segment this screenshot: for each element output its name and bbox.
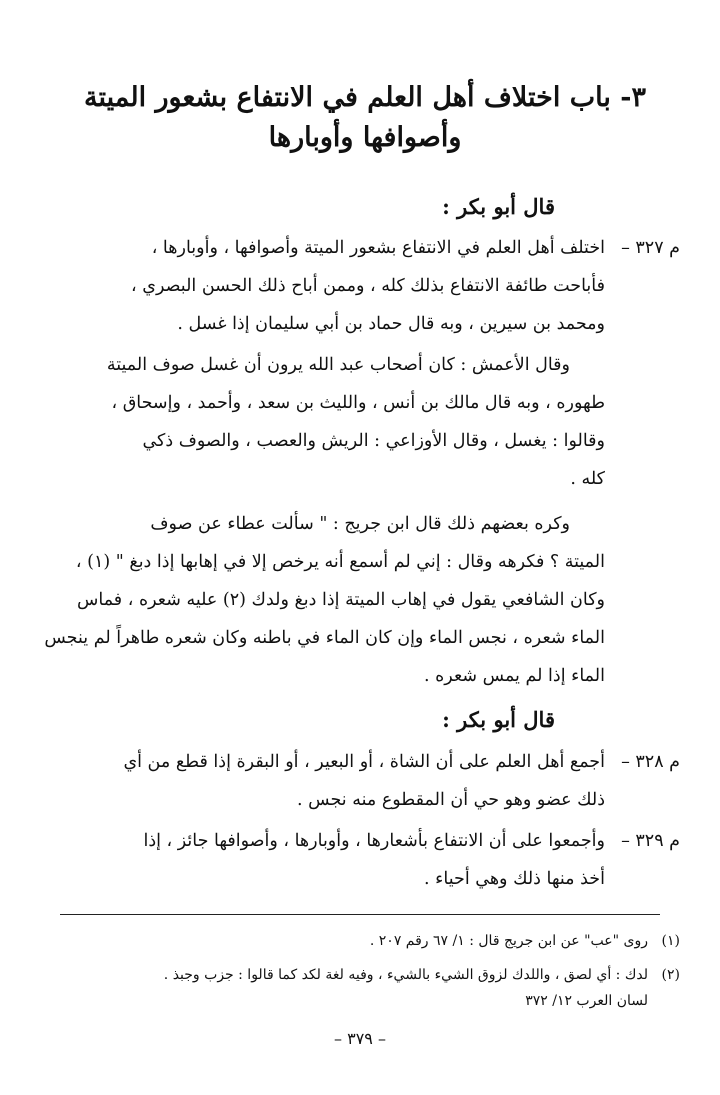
chapter-title-line-1: ٣- باب اختلاف أهل العلم في الانتفاع بشعور الميتة [83, 82, 647, 113]
footnote-number-2: (٢) [661, 967, 680, 983]
footnote-text-2: لدك : أي لصق ، واللدك لزوق الشيء بالشيء ، وفيه لغة لكد كما قالوا : جزب وجبذ . [163, 967, 648, 983]
issue-marker-329: م ٣٢٩ – [621, 831, 680, 851]
page-number: – ٣٧٩ – [334, 1029, 386, 1048]
paragraph-line: وقال الأعمش : كان أصحاب عبد الله يرون أن غسل صوف الميتة [106, 355, 570, 375]
paragraph-line: الميتة ؟ فكرهه وقال : إني لم أسمع أنه يرخص إلا في إهابها إذا دبغ " (١) ، [75, 552, 605, 572]
paragraph-line: وكان الشافعي يقول في إهاب الميتة إذا دبغ ولدك (٢) عليه شعره ، فماس [77, 590, 605, 610]
footnote-divider [60, 914, 660, 915]
paragraph-line: اختلف أهل العلم في الانتفاع بشعور الميتة وأصوافها ، وأوبارها ، [151, 238, 605, 258]
chapter-title [80, 78, 650, 158]
issue-marker-327: م ٣٢٧ – [621, 238, 680, 258]
paragraph-line: كله . [570, 469, 605, 489]
paragraph-line: الماء شعره ، نجس الماء وإن كان الماء في باطنه وكان شعره طاهراً لم ينجس [44, 628, 605, 648]
footnote-number-1: (١) [661, 933, 680, 949]
footnote-text-1: روى "عب" عن ابن جريج قال : ١/ ٦٧ رقم ٢٠٧ . [369, 933, 648, 949]
paragraph-line: أجمع أهل العلم على أن الشاة ، أو البعير ، أو البقرة إذا قطع من أي [123, 752, 605, 772]
paragraph-line: فأباحت طائفة الانتفاع بذلك كله ، وممن أباح ذلك الحسن البصري ، [131, 276, 605, 296]
chapter-title-line-2: وأصوافها وأوبارها [268, 122, 462, 153]
paragraph-line: وقالوا : يغسل ، وقال الأوزاعي : الريش والعصب ، والصوف ذكي [142, 431, 605, 451]
section-heading-2: قال أبو بكر : [442, 707, 555, 732]
paragraph-line: وأجمعوا على أن الانتفاع بأشعارها ، وأوبارها ، وأصوافها جائز ، إذا [143, 831, 605, 851]
paragraph-line: وكره بعضهم ذلك قال ابن جريج : " سألت عطاء عن صوف [150, 514, 570, 534]
footnote-text-2-cont: لسان العرب ١٢/ ٣٧٢ [525, 993, 648, 1009]
paragraph-line: ومحمد بن سيرين ، وبه قال حماد بن أبي سليمان إذا غسل . [177, 314, 605, 334]
section-heading-1: قال أبو بكر : [442, 194, 555, 219]
paragraph-line: أخذ منها ذلك وهي أحياء . [424, 869, 605, 889]
paragraph-line: الماء إذا لم يمس شعره . [424, 666, 605, 686]
issue-marker-328: م ٣٢٨ – [621, 752, 680, 772]
paragraph-line: ذلك عضو وهو حي أن المقطوع منه نجس . [297, 790, 605, 810]
paragraph-line: طهوره ، وبه قال مالك بن أنس ، والليث بن سعد ، وأحمد ، وإسحاق ، [111, 393, 605, 413]
